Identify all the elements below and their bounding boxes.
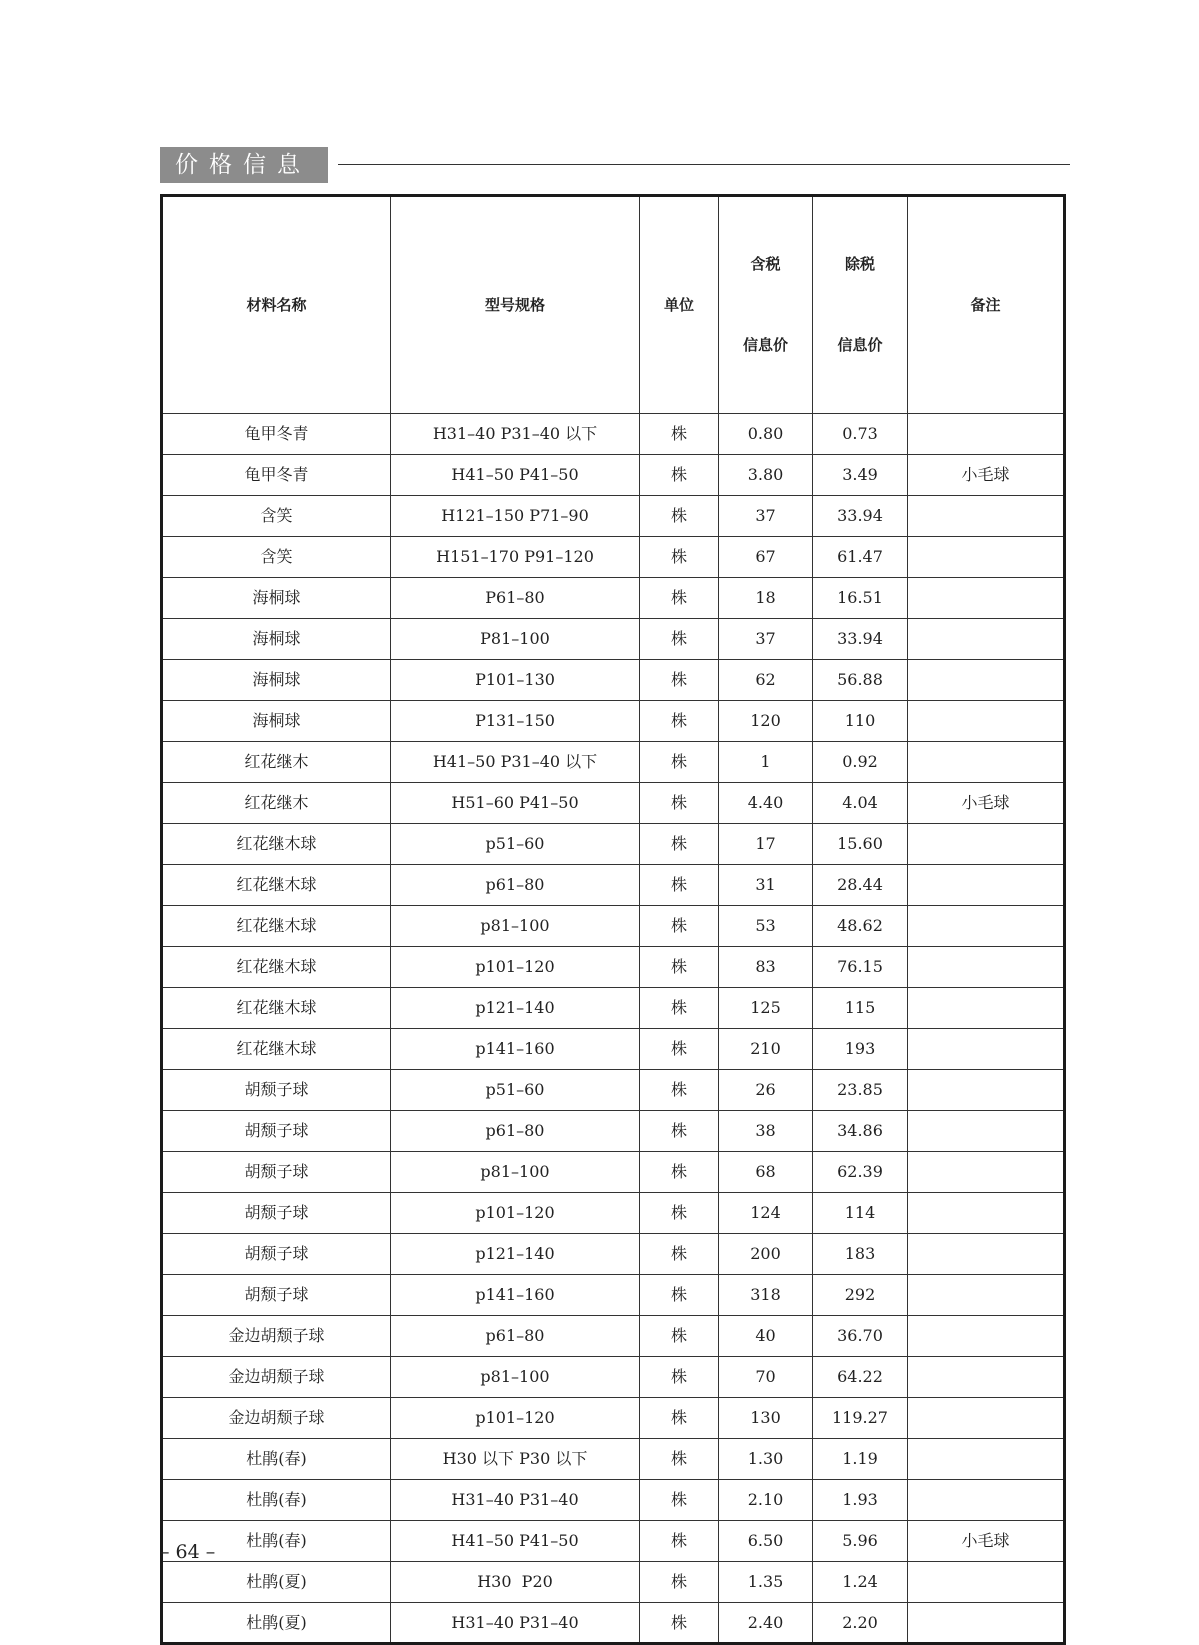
tax-exclusive-price-cell: 183 <box>813 1234 908 1275</box>
table-row <box>162 1070 1065 1111</box>
tax-inclusive-price-cell: 68 <box>719 1152 813 1193</box>
tax-inclusive-price-cell: 318 <box>719 1275 813 1316</box>
spec-cell: p101–120 <box>391 1193 640 1234</box>
table-row <box>162 824 1065 865</box>
note-cell <box>908 1398 1065 1439</box>
table-row <box>162 1234 1065 1275</box>
note-cell <box>908 1275 1065 1316</box>
unit-cell: 株 <box>640 578 719 619</box>
material-name-cell: 龟甲冬青 <box>162 455 391 496</box>
table-row <box>162 1357 1065 1398</box>
unit-cell: 株 <box>640 1357 719 1398</box>
note-cell: 小毛球 <box>908 455 1065 496</box>
tax-inclusive-price-cell: 67 <box>719 537 813 578</box>
note-cell <box>908 578 1065 619</box>
tax-exclusive-price-cell: 76.15 <box>813 947 908 988</box>
note-cell <box>908 1193 1065 1234</box>
tax-inclusive-price-cell: 6.50 <box>719 1521 813 1562</box>
note-cell <box>908 947 1065 988</box>
unit-cell: 株 <box>640 619 719 660</box>
tax-exclusive-price-cell: 15.60 <box>813 824 908 865</box>
table-row <box>162 578 1065 619</box>
material-name-cell: 金边胡颓子球 <box>162 1398 391 1439</box>
tax-inclusive-price-cell: 70 <box>719 1357 813 1398</box>
unit-cell: 株 <box>640 660 719 701</box>
table-body <box>162 414 1065 1644</box>
table-row <box>162 1480 1065 1521</box>
table-header <box>162 196 1065 414</box>
table-row <box>162 660 1065 701</box>
table-row <box>162 1111 1065 1152</box>
material-name-cell: 红花继木球 <box>162 824 391 865</box>
column-header-tax-inclusive-price <box>719 196 813 414</box>
tax-inclusive-price-cell: 83 <box>719 947 813 988</box>
tax-exclusive-price-cell: 36.70 <box>813 1316 908 1357</box>
tax-inclusive-price-cell: 31 <box>719 865 813 906</box>
spec-cell: p51–60 <box>391 824 640 865</box>
tax-exclusive-price-cell: 115 <box>813 988 908 1029</box>
column-header-material-name: 材料名称 <box>162 196 391 414</box>
spec-cell: p51–60 <box>391 1070 640 1111</box>
note-cell <box>908 1070 1065 1111</box>
spec-cell: p141–160 <box>391 1275 640 1316</box>
tax-inclusive-price-cell: 0.80 <box>719 414 813 455</box>
spec-cell: p81–100 <box>391 1152 640 1193</box>
column-header-spec: 型号规格 <box>391 196 640 414</box>
note-cell <box>908 906 1065 947</box>
tax-exclusive-price-cell: 33.94 <box>813 496 908 537</box>
tax-exclusive-price-cell: 193 <box>813 1029 908 1070</box>
spec-cell: H30 以下 P30 以下 <box>391 1439 640 1480</box>
tax-exclusive-price-cell: 34.86 <box>813 1111 908 1152</box>
note-cell <box>908 1152 1065 1193</box>
tax-exclusive-price-cell: 114 <box>813 1193 908 1234</box>
note-cell <box>908 1603 1065 1644</box>
material-name-cell: 海桐球 <box>162 578 391 619</box>
tax-exclusive-price-cell: 119.27 <box>813 1398 908 1439</box>
tax-exclusive-price-cell: 64.22 <box>813 1357 908 1398</box>
note-cell <box>908 414 1065 455</box>
tax-inclusive-price-cell: 3.80 <box>719 455 813 496</box>
tax-inclusive-price-cell: 18 <box>719 578 813 619</box>
material-name-cell: 胡颓子球 <box>162 1234 391 1275</box>
table-row <box>162 988 1065 1029</box>
unit-cell: 株 <box>640 1316 719 1357</box>
column-header-tax-exclusive-line2: 信息价 <box>837 336 883 354</box>
material-name-cell: 胡颓子球 <box>162 1152 391 1193</box>
spec-cell: H31–40 P31–40 <box>391 1480 640 1521</box>
table-row <box>162 906 1065 947</box>
unit-cell: 株 <box>640 1234 719 1275</box>
table-row <box>162 1521 1065 1562</box>
material-name-cell: 红花继木球 <box>162 1029 391 1070</box>
unit-cell: 株 <box>640 1029 719 1070</box>
note-cell <box>908 1029 1065 1070</box>
note-cell <box>908 865 1065 906</box>
note-cell <box>908 742 1065 783</box>
spec-cell: H151–170 P91–120 <box>391 537 640 578</box>
table-row <box>162 1562 1065 1603</box>
spec-cell: p81–100 <box>391 906 640 947</box>
tax-inclusive-price-cell: 2.10 <box>719 1480 813 1521</box>
unit-cell: 株 <box>640 1439 719 1480</box>
material-name-cell: 红花继木球 <box>162 865 391 906</box>
table-row <box>162 865 1065 906</box>
tax-exclusive-price-cell: 2.20 <box>813 1603 908 1644</box>
note-cell: 小毛球 <box>908 783 1065 824</box>
spec-cell: p121–140 <box>391 988 640 1029</box>
note-cell <box>908 1111 1065 1152</box>
spec-cell: H31–40 P31–40 <box>391 1603 640 1644</box>
note-cell <box>908 1480 1065 1521</box>
spec-cell: P131–150 <box>391 701 640 742</box>
tax-exclusive-price-cell: 1.19 <box>813 1439 908 1480</box>
column-header-tax-inclusive-line2: 信息价 <box>742 336 788 354</box>
column-header-tax-inclusive-line1: 含税 <box>750 255 781 273</box>
tax-inclusive-price-cell: 2.40 <box>719 1603 813 1644</box>
note-cell <box>908 619 1065 660</box>
header-row <box>162 196 1065 414</box>
tax-inclusive-price-cell: 210 <box>719 1029 813 1070</box>
unit-cell: 株 <box>640 906 719 947</box>
tax-exclusive-price-cell: 16.51 <box>813 578 908 619</box>
material-name-cell: 金边胡颓子球 <box>162 1357 391 1398</box>
unit-cell: 株 <box>640 783 719 824</box>
unit-cell: 株 <box>640 701 719 742</box>
table-row <box>162 1152 1065 1193</box>
tax-inclusive-price-cell: 1 <box>719 742 813 783</box>
tax-inclusive-price-cell: 1.30 <box>719 1439 813 1480</box>
spec-cell: P81–100 <box>391 619 640 660</box>
table-row <box>162 537 1065 578</box>
tax-inclusive-price-cell: 37 <box>719 619 813 660</box>
unit-cell: 株 <box>640 1193 719 1234</box>
material-name-cell: 海桐球 <box>162 701 391 742</box>
tax-inclusive-price-cell: 1.35 <box>719 1562 813 1603</box>
material-name-cell: 龟甲冬青 <box>162 414 391 455</box>
material-name-cell: 胡颓子球 <box>162 1193 391 1234</box>
unit-cell: 株 <box>640 1070 719 1111</box>
tax-inclusive-price-cell: 124 <box>719 1193 813 1234</box>
note-cell <box>908 1316 1065 1357</box>
spec-cell: p61–80 <box>391 1316 640 1357</box>
material-name-cell: 杜鹃(春) <box>162 1480 391 1521</box>
spec-cell: p121–140 <box>391 1234 640 1275</box>
tax-inclusive-price-cell: 26 <box>719 1070 813 1111</box>
note-cell <box>908 660 1065 701</box>
unit-cell: 株 <box>640 1562 719 1603</box>
material-name-cell: 杜鹃(夏) <box>162 1603 391 1644</box>
unit-cell: 株 <box>640 1111 719 1152</box>
material-name-cell: 海桐球 <box>162 660 391 701</box>
unit-cell: 株 <box>640 414 719 455</box>
tax-exclusive-price-cell: 0.92 <box>813 742 908 783</box>
note-cell <box>908 988 1065 1029</box>
column-header-tax-exclusive-price <box>813 196 908 414</box>
table-row <box>162 496 1065 537</box>
table-row <box>162 701 1065 742</box>
spec-cell: p141–160 <box>391 1029 640 1070</box>
material-name-cell: 红花继木球 <box>162 906 391 947</box>
tax-inclusive-price-cell: 125 <box>719 988 813 1029</box>
material-name-cell: 红花继木 <box>162 742 391 783</box>
tax-exclusive-price-cell: 48.62 <box>813 906 908 947</box>
tax-inclusive-price-cell: 120 <box>719 701 813 742</box>
section-title: 价格信息 <box>160 147 328 183</box>
unit-cell: 株 <box>640 1603 719 1644</box>
tax-inclusive-price-cell: 17 <box>719 824 813 865</box>
note-cell <box>908 1357 1065 1398</box>
spec-cell: H41–50 P41–50 <box>391 1521 640 1562</box>
title-divider <box>338 164 1070 165</box>
page-number: – 64 – <box>160 1541 216 1563</box>
tax-exclusive-price-cell: 28.44 <box>813 865 908 906</box>
note-cell <box>908 496 1065 537</box>
tax-inclusive-price-cell: 40 <box>719 1316 813 1357</box>
unit-cell: 株 <box>640 824 719 865</box>
column-header-unit: 单位 <box>640 196 719 414</box>
tax-exclusive-price-cell: 62.39 <box>813 1152 908 1193</box>
spec-cell: P61–80 <box>391 578 640 619</box>
note-cell <box>908 824 1065 865</box>
spec-cell: H30 P20 <box>391 1562 640 1603</box>
tax-inclusive-price-cell: 62 <box>719 660 813 701</box>
tax-exclusive-price-cell: 33.94 <box>813 619 908 660</box>
table-row <box>162 947 1065 988</box>
unit-cell: 株 <box>640 455 719 496</box>
note-cell <box>908 701 1065 742</box>
tax-inclusive-price-cell: 53 <box>719 906 813 947</box>
material-name-cell: 胡颓子球 <box>162 1275 391 1316</box>
spec-cell: p61–80 <box>391 1111 640 1152</box>
spec-cell: H41–50 P41–50 <box>391 455 640 496</box>
column-header-note: 备注 <box>908 196 1065 414</box>
unit-cell: 株 <box>640 865 719 906</box>
note-cell <box>908 537 1065 578</box>
spec-cell: p81–100 <box>391 1357 640 1398</box>
spec-cell: p61–80 <box>391 865 640 906</box>
tax-exclusive-price-cell: 1.24 <box>813 1562 908 1603</box>
spec-cell: p101–120 <box>391 947 640 988</box>
unit-cell: 株 <box>640 496 719 537</box>
note-cell: 小毛球 <box>908 1521 1065 1562</box>
table-row <box>162 1275 1065 1316</box>
material-name-cell: 含笑 <box>162 496 391 537</box>
material-name-cell: 胡颓子球 <box>162 1070 391 1111</box>
table-row <box>162 1316 1065 1357</box>
tax-inclusive-price-cell: 4.40 <box>719 783 813 824</box>
table-row <box>162 742 1065 783</box>
tax-exclusive-price-cell: 56.88 <box>813 660 908 701</box>
table-row <box>162 414 1065 455</box>
material-name-cell: 红花继木球 <box>162 947 391 988</box>
tax-exclusive-price-cell: 23.85 <box>813 1070 908 1111</box>
spec-cell: p101–120 <box>391 1398 640 1439</box>
spec-cell: P101–130 <box>391 660 640 701</box>
material-name-cell: 杜鹃(春) <box>162 1439 391 1480</box>
material-name-cell: 含笑 <box>162 537 391 578</box>
tax-exclusive-price-cell: 3.49 <box>813 455 908 496</box>
material-name-cell: 红花继木 <box>162 783 391 824</box>
table-row <box>162 1029 1065 1070</box>
tax-exclusive-price-cell: 1.93 <box>813 1480 908 1521</box>
table-row <box>162 619 1065 660</box>
tax-exclusive-price-cell: 5.96 <box>813 1521 908 1562</box>
tax-inclusive-price-cell: 130 <box>719 1398 813 1439</box>
table-row <box>162 455 1065 496</box>
tax-exclusive-price-cell: 292 <box>813 1275 908 1316</box>
tax-inclusive-price-cell: 38 <box>719 1111 813 1152</box>
tax-exclusive-price-cell: 0.73 <box>813 414 908 455</box>
material-name-cell: 胡颓子球 <box>162 1111 391 1152</box>
note-cell <box>908 1439 1065 1480</box>
unit-cell: 株 <box>640 1521 719 1562</box>
unit-cell: 株 <box>640 1480 719 1521</box>
unit-cell: 株 <box>640 1275 719 1316</box>
tax-exclusive-price-cell: 4.04 <box>813 783 908 824</box>
tax-exclusive-price-cell: 61.47 <box>813 537 908 578</box>
table-row <box>162 783 1065 824</box>
tax-exclusive-price-cell: 110 <box>813 701 908 742</box>
unit-cell: 株 <box>640 742 719 783</box>
note-cell <box>908 1234 1065 1275</box>
tax-inclusive-price-cell: 37 <box>719 496 813 537</box>
tax-inclusive-price-cell: 200 <box>719 1234 813 1275</box>
unit-cell: 株 <box>640 988 719 1029</box>
table-row <box>162 1398 1065 1439</box>
unit-cell: 株 <box>640 1152 719 1193</box>
spec-cell: H51–60 P41–50 <box>391 783 640 824</box>
column-header-tax-exclusive-line1: 除税 <box>844 255 875 273</box>
spec-cell: H121–150 P71–90 <box>391 496 640 537</box>
unit-cell: 株 <box>640 947 719 988</box>
price-table <box>160 194 1066 1645</box>
unit-cell: 株 <box>640 537 719 578</box>
note-cell <box>908 1562 1065 1603</box>
material-name-cell: 红花继木球 <box>162 988 391 1029</box>
material-name-cell: 金边胡颓子球 <box>162 1316 391 1357</box>
table-row <box>162 1193 1065 1234</box>
material-name-cell: 海桐球 <box>162 619 391 660</box>
unit-cell: 株 <box>640 1398 719 1439</box>
spec-cell: H41–50 P31–40 以下 <box>391 742 640 783</box>
material-name-cell: 杜鹃(春) <box>162 1521 391 1562</box>
spec-cell: H31–40 P31–40 以下 <box>391 414 640 455</box>
table-row <box>162 1603 1065 1644</box>
material-name-cell: 杜鹃(夏) <box>162 1562 391 1603</box>
table-row <box>162 1439 1065 1480</box>
